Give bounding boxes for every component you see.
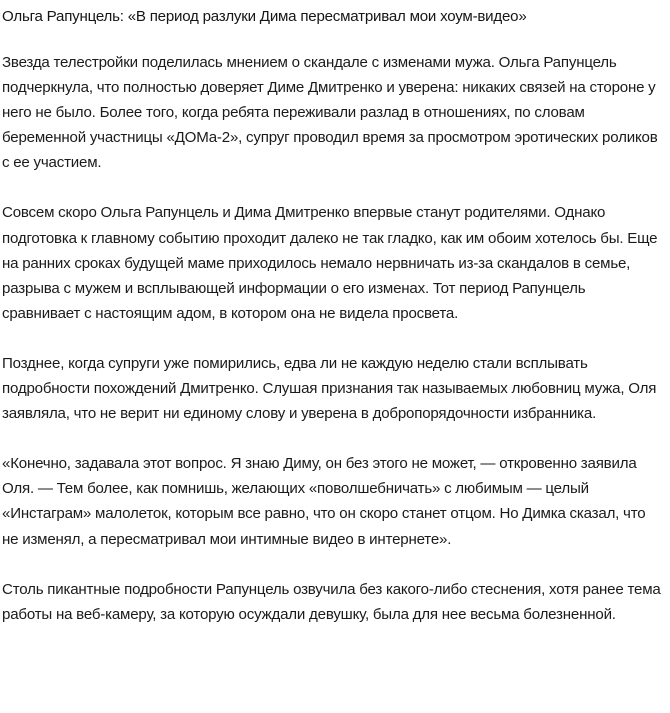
article-paragraph: Позднее, когда супруги уже помирились, едва ли не каждую неделю стали всплывать подробности похождений Дмитренко. Слушая признания так называемых любовниц мужа, Оля заявляла, что не верит ни единому слову и уверена в добропорядочности избранника. bbox=[2, 354, 657, 423]
article-title: Ольга Рапунцель: «В период разлуки Дима пересматривал мои хоум-видео» bbox=[2, 8, 527, 25]
article-paragraph: Совсем скоро Ольга Рапунцель и Дима Дмитренко впервые станут родителями. Однако подготовка к главному событию проходит далеко не так гладко, как им обоим хотелось бы. Еще на ранних сроках будущей маме приходилось немало нервничать из-за скандалов в семье, разрыва с мужем и всплывающей информации о его изменах. Тот период Рапунцель сравнивает с настоящим адом, в котором она не видела просвета. bbox=[2, 204, 658, 322]
article-paragraph: «Конечно, задавала этот вопрос. Я знаю Диму, он без этого не может, — откровенно заявила Оля. — Тем более, как помнишь, желающих «поволшебничать» с любимым — целый «Инстаграм» малолеток, которым все равно, что он скоро станет отцом. Но Димка сказал, что не изменял, а пересматривал мои интимные видео в интернете». bbox=[2, 455, 646, 548]
article-body bbox=[2, 50, 664, 627]
article-paragraph: Столь пикантные подробности Рапунцель озвучила без какого-либо стеснения, хотя ранее тема работы на веб-камеру, за которую осуждали девушку, была для нее весьма болезненной. bbox=[2, 580, 661, 623]
article-paragraph: Звезда телестройки поделилась мнением о скандале с изменами мужа. Ольга Рапунцель подчеркнула, что полностью доверяет Диме Дмитренко и уверена: никаких связей на стороне у него не было. Более того, когда ребята переживали разлад в отношениях, по словам беременной участницы «ДОМа-2», супруг проводил время за просмотром эротических роликов с ее участием. bbox=[2, 54, 658, 172]
